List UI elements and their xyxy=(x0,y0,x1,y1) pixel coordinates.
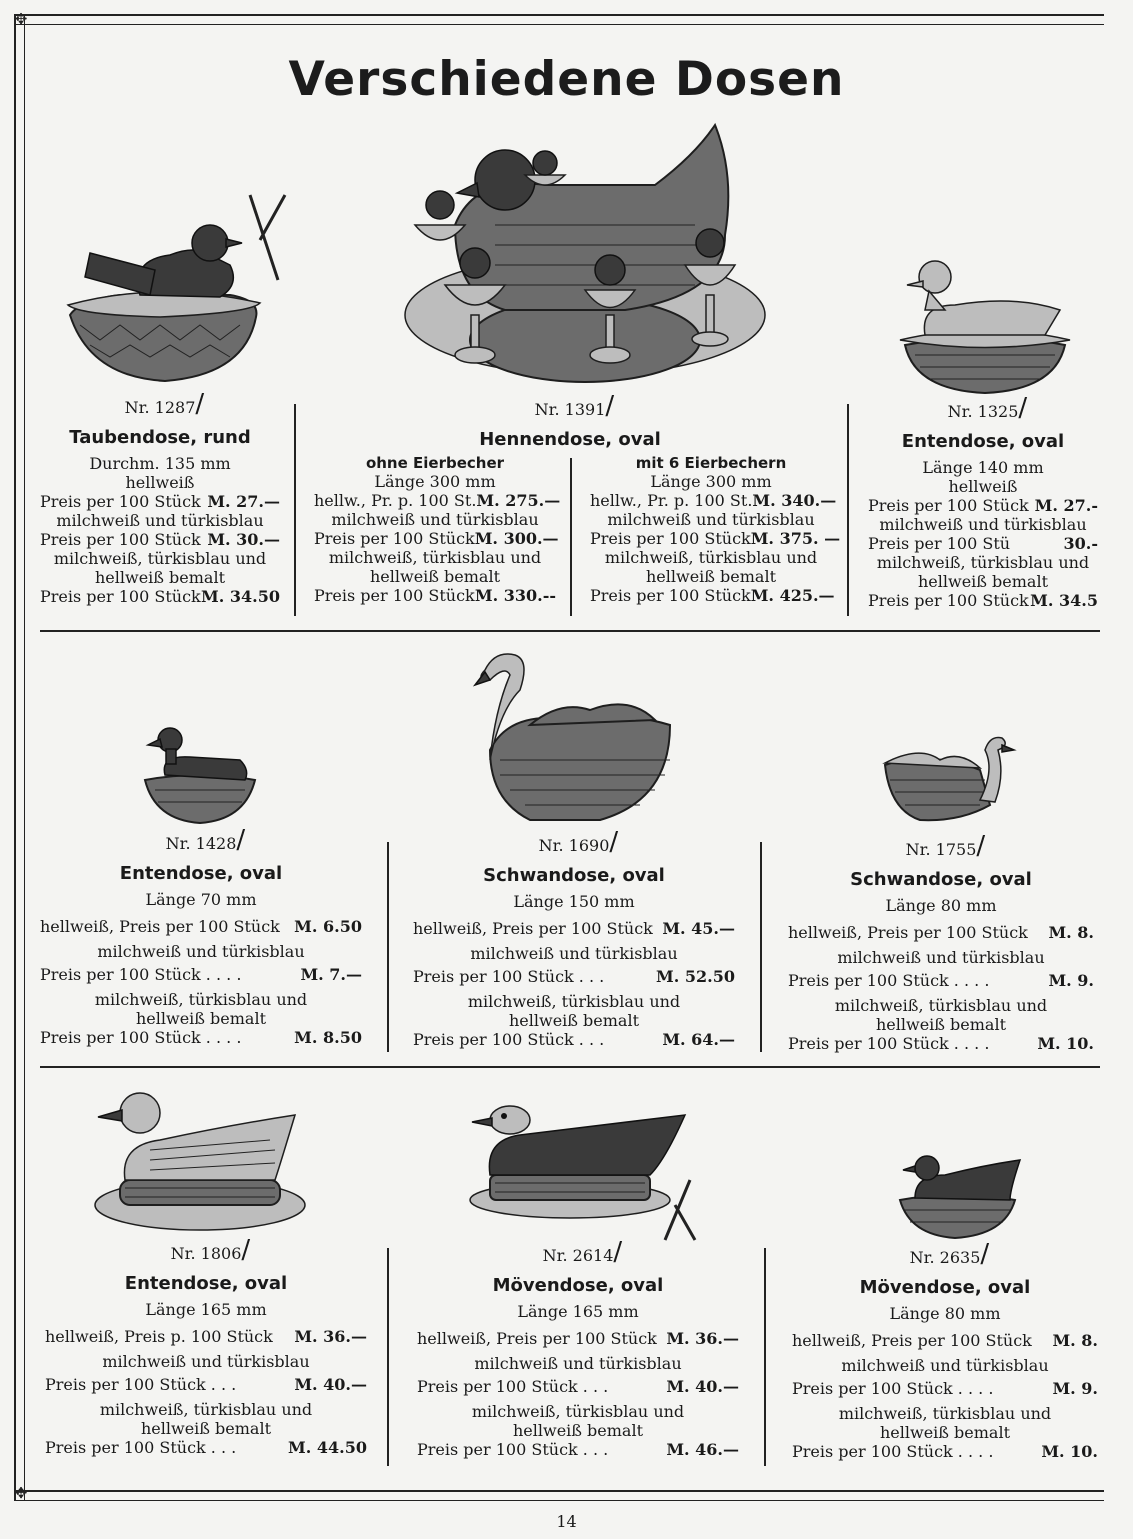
price-row: Preis per 100 Stück M. 30.— xyxy=(40,530,280,549)
price-row: Preis per 100 Stück . . . . M. 10. xyxy=(788,1034,1094,1053)
check-mark-icon: / xyxy=(1018,393,1028,423)
product-dimension: Länge 165 mm xyxy=(517,1302,639,1321)
check-mark-icon: / xyxy=(613,1237,623,1267)
price-label: milchweiß und türkisblau xyxy=(56,511,264,530)
price-label: milchweiß und türkisblau xyxy=(470,944,678,963)
price-label: hellweiß bemalt xyxy=(512,1421,644,1440)
column-divider xyxy=(764,1248,766,1466)
price-label: milchweiß, türkisblau und xyxy=(99,1400,313,1419)
column-divider xyxy=(570,458,572,616)
cross-mark-icon xyxy=(250,195,285,280)
product-1755 xyxy=(788,831,1094,1053)
price-row: Preis per 100 Stück . . . . M. 9. xyxy=(788,971,1094,990)
swan-dish-illustration xyxy=(470,650,680,830)
price-label: milchweiß und türkisblau xyxy=(841,1356,1049,1375)
page-title: Verschiedene Dosen xyxy=(288,52,845,107)
product-1690 xyxy=(413,827,735,1049)
price-row: hellweiß, Preis per 100 Stück M. 45.— xyxy=(413,919,735,938)
dove-dish-illustration xyxy=(60,185,300,385)
product-number: Nr. 1325 / xyxy=(947,393,1028,423)
product-1428 xyxy=(40,825,362,1047)
product-name: Entendose, oval xyxy=(124,1273,288,1294)
product-name: Schwandose, oval xyxy=(850,869,1032,890)
price-label: milchweiß, türkisblau und xyxy=(94,990,308,1009)
product-dimension: Länge 140 mm xyxy=(922,458,1044,477)
product-number: Nr. 1690 / xyxy=(538,827,619,857)
check-mark-icon: / xyxy=(609,827,619,857)
frame-bottom-rule xyxy=(14,1490,1104,1501)
frame-top-rule xyxy=(14,14,1104,25)
product-number: Nr. 2614 / xyxy=(542,1237,623,1267)
page-number: 14 xyxy=(556,1512,577,1531)
price-row: Preis per 100 Stück . . . M. 46.— xyxy=(417,1440,739,1459)
price-label: milchweiß und türkisblau xyxy=(474,1354,682,1373)
price-row: Preis per 100 Stück . . . M. 52.50 xyxy=(413,967,735,986)
product-number: Nr. 1391 / xyxy=(534,391,615,421)
product-name: Mövendose, oval xyxy=(492,1275,664,1296)
duck-dish-illustration xyxy=(895,255,1075,395)
product-1325 xyxy=(868,393,1098,610)
product-dimension: Länge 300 mm xyxy=(650,472,772,491)
product-dimension: Länge 70 mm xyxy=(145,890,257,909)
check-mark-icon: / xyxy=(236,825,246,855)
product-1391-variant-with-cups xyxy=(590,454,841,605)
product-dimension: Länge 80 mm xyxy=(885,896,997,915)
product-dimension: Durchm. 135 mm xyxy=(89,454,231,473)
small-gull-dish-illustration xyxy=(885,1150,1030,1240)
price-label: hellweiß bemalt xyxy=(94,568,226,587)
price-row: Preis per 100 Stück . . . . M. 10. xyxy=(792,1442,1098,1461)
price-label: hellweiß bemalt xyxy=(879,1423,1011,1442)
product-number: Nr. 1806 / xyxy=(170,1235,251,1265)
check-mark-icon: / xyxy=(976,831,986,861)
price-label: hellweiß bemalt xyxy=(875,1015,1007,1034)
price-row: Preis per 100 Stück M. 330.-- xyxy=(314,586,556,605)
product-number: Nr. 1287 / xyxy=(124,389,205,419)
product-dimension: Länge 165 mm xyxy=(145,1300,267,1319)
column-divider xyxy=(294,404,296,616)
product-2614 xyxy=(417,1237,739,1459)
price-row: hellw., Pr. p. 100 St. M. 275.— xyxy=(314,491,561,510)
price-label: hellweiß bemalt xyxy=(917,572,1049,591)
product-dimension: Länge 80 mm xyxy=(889,1304,1001,1323)
product-name: Schwandose, oval xyxy=(483,865,665,886)
price-row: hellweiß, Preis p. 100 Stück M. 36.— xyxy=(45,1327,367,1346)
small-duck-dish-illustration xyxy=(140,725,260,825)
product-number: Nr. 2635 / xyxy=(909,1239,990,1269)
price-row: Preis per 100 Stü 30.- xyxy=(868,534,1098,553)
product-name: Mövendose, oval xyxy=(859,1277,1031,1298)
price-label: hellweiß bemalt xyxy=(140,1419,272,1438)
product-number: Nr. 1428 / xyxy=(165,825,246,855)
column-divider xyxy=(387,842,389,1052)
product-1806 xyxy=(45,1235,367,1457)
price-label: milchweiß und türkisblau xyxy=(837,948,1045,967)
price-row: Preis per 100 Stück . . . . M. 7.— xyxy=(40,965,362,984)
price-label: milchweiß, türkisblau und xyxy=(471,1402,685,1421)
price-label: milchweiß und türkisblau xyxy=(97,942,305,961)
duck-on-plate-illustration xyxy=(90,1085,310,1235)
price-label: milchweiß und türkisblau xyxy=(102,1352,310,1371)
price-row: Preis per 100 Stück . . . M. 44.50 xyxy=(45,1438,367,1457)
product-1391-variant-without-cups xyxy=(314,454,561,605)
price-row: Preis per 100 Stück . . . . M. 9. xyxy=(792,1379,1098,1398)
price-row: hellw., Pr. p. 100 St. M. 340.— xyxy=(590,491,837,510)
product-2635 xyxy=(792,1239,1098,1461)
corner-ornament-icon: ✥ xyxy=(14,10,28,28)
row-divider xyxy=(40,1066,1100,1068)
cross-mark-icon xyxy=(665,1180,695,1240)
price-label: milchweiß, türkisblau und xyxy=(467,992,681,1011)
price-label: milchweiß, türkisblau und xyxy=(838,1404,1052,1423)
price-row: Preis per 100 Stück M. 27.- xyxy=(868,496,1098,515)
small-swan-dish-illustration xyxy=(880,730,1020,825)
price-label: milchweiß, türkisblau und xyxy=(604,548,818,567)
product-number: Nr. 1755 / xyxy=(905,831,986,861)
product-1287 xyxy=(40,389,280,606)
price-row: Preis per 100 Stück . . . M. 40.— xyxy=(417,1377,739,1396)
price-row: Preis per 100 Stück M. 425.— xyxy=(590,586,835,605)
price-row: Preis per 100 Stück M. 34.5 xyxy=(868,591,1098,610)
price-label: hellweiß bemalt xyxy=(645,567,777,586)
price-label: milchweiß, türkisblau und xyxy=(328,548,542,567)
price-label: milchweiß, türkisblau und xyxy=(876,553,1090,572)
product-name: Entendose, oval xyxy=(119,863,283,884)
price-label: milchweiß und türkisblau xyxy=(879,515,1087,534)
row-divider xyxy=(40,630,1100,632)
column-divider xyxy=(847,404,849,616)
check-mark-icon: / xyxy=(605,391,615,421)
price-row: hellweiß, Preis per 100 Stück M. 8. xyxy=(788,923,1094,942)
price-row: Preis per 100 Stück M. 27.— xyxy=(40,492,280,511)
price-label: hellweiß bemalt xyxy=(369,567,501,586)
gull-on-plate-illustration xyxy=(460,1100,700,1220)
check-mark-icon: / xyxy=(241,1235,251,1265)
product-name: Taubendose, rund xyxy=(69,427,251,448)
price-row: Preis per 100 Stück M. 34.50 xyxy=(40,587,280,606)
product-name: Entendose, oval xyxy=(901,431,1065,452)
variant-title: mit 6 Eierbechern xyxy=(635,454,787,472)
price-row: Preis per 100 Stück M. 300.— xyxy=(314,529,559,548)
price-row: Preis per 100 Stück . . . . M. 8.50 xyxy=(40,1028,362,1047)
check-mark-icon: / xyxy=(980,1239,990,1269)
product-dimension: Länge 150 mm xyxy=(513,892,635,911)
price-label: milchweiß, türkisblau und xyxy=(53,549,267,568)
price-label: hellweiß bemalt xyxy=(135,1009,267,1028)
price-label: hellweiß xyxy=(948,477,1018,496)
price-label: milchweiß und türkisblau xyxy=(607,510,815,529)
price-label: hellweiß bemalt xyxy=(508,1011,640,1030)
price-label: milchweiß und türkisblau xyxy=(331,510,539,529)
price-row: hellweiß, Preis per 100 Stück M. 8. xyxy=(792,1331,1098,1350)
price-label: hellweiß xyxy=(125,473,195,492)
price-row: Preis per 100 Stück M. 375. — xyxy=(590,529,841,548)
price-row: hellweiß, Preis per 100 Stück M. 6.50 xyxy=(40,917,362,936)
price-row: Preis per 100 Stück . . . M. 40.— xyxy=(45,1375,367,1394)
frame-left-rule xyxy=(14,14,25,1500)
product-name: Hennendose, oval xyxy=(479,429,661,450)
hen-dish-illustration xyxy=(395,115,755,400)
product-dimension: Länge 300 mm xyxy=(374,472,496,491)
price-row: hellweiß, Preis per 100 Stück M. 36.— xyxy=(417,1329,739,1348)
check-mark-icon: / xyxy=(195,389,205,419)
product-1391-header xyxy=(330,391,810,450)
corner-ornament-icon: ✥ xyxy=(14,1484,28,1502)
column-divider xyxy=(760,842,762,1052)
price-label: milchweiß, türkisblau und xyxy=(834,996,1048,1015)
variant-title: ohne Eierbecher xyxy=(365,454,505,472)
column-divider xyxy=(387,1248,389,1466)
price-row: Preis per 100 Stück . . . M. 64.— xyxy=(413,1030,735,1049)
